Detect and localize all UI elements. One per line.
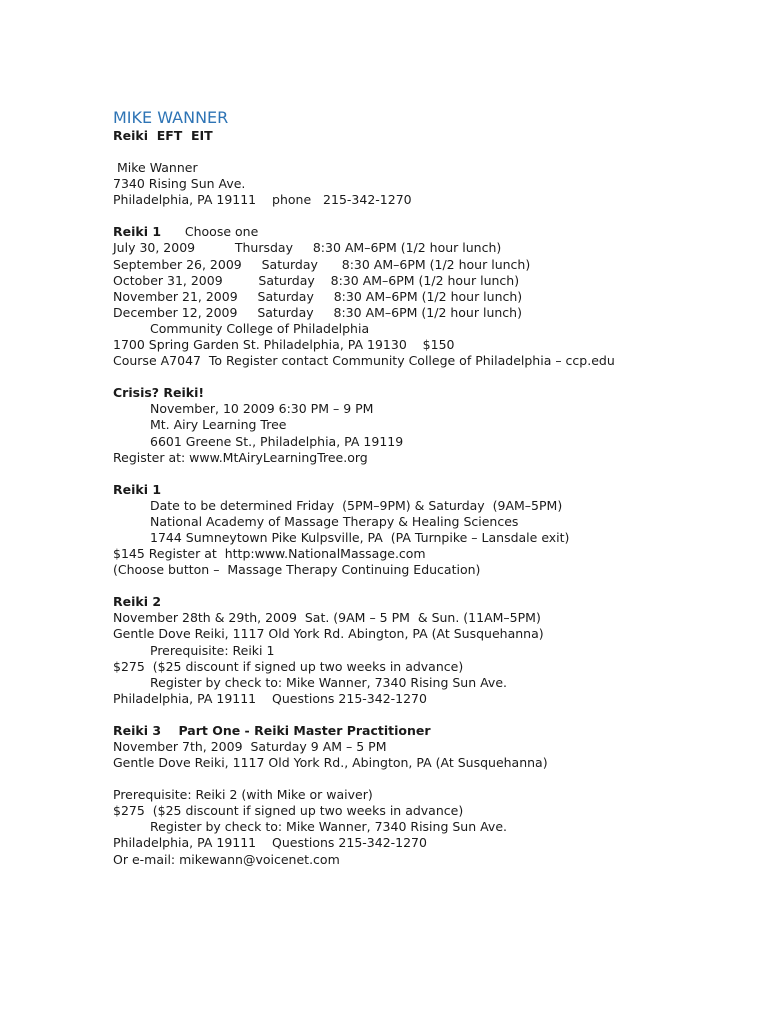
spacer [113,208,753,224]
section-heading: Crisis? Reiki! [113,385,205,401]
prerequisite: Prerequisite: Reiki 1 [150,642,275,658]
register-check-info: Register by check to: Mike Wanner, 7340 Rising Sun Ave. [150,674,507,690]
event-date: Date to be determined Friday (5PM–9PM) & Saturday (9AM–5PM) [150,497,563,513]
author-name: MIKE WANNER [113,108,229,127]
contact-street: 7340 Rising Sun Ave. [113,176,246,192]
spacer [113,369,753,385]
register-info: Register at: www.MtAiryLearningTree.org [113,449,368,465]
register-check-info: Register by check to: Mike Wanner, 7340 Rising Sun Ave. [150,819,507,835]
section-heading: Reiki 1 [113,481,162,497]
spacer [113,144,753,160]
class-date: September 26, 2009 Saturday 8:30 AM–6PM (1/2 hour lunch) [113,256,531,272]
venue-address: 1744 Sumneytown Pike Kulpsville, PA (PA Turnpike – Lansdale exit) [150,529,570,545]
price-info: $275 ($25 discount if signed up two weeks in advance) [113,803,464,819]
reiki1-ccp-heading-line [113,224,753,240]
class-date: October 31, 2009 Saturday 8:30 AM–6PM (1/2 hour lunch) [113,272,520,288]
choose-one-text: Choose one [161,224,259,240]
spacer [113,771,753,787]
spacer [113,578,753,594]
document-body [113,108,753,868]
section-heading: Reiki 1 [113,224,162,240]
course-info: Course A7047 To Register contact Community College of Philadelphia – ccp.edu [113,353,615,369]
section-heading: Reiki 3 Part One - Reiki Master Practitioner [113,722,431,738]
questions-phone: Philadelphia, PA 19111 Questions 215-342-1270 [113,835,427,851]
event-date: November, 10 2009 6:30 PM – 9 PM [150,401,374,417]
contact-name: Mike Wanner [113,160,198,176]
venue-address: 6601 Greene St., Philadelphia, PA 19119 [150,433,404,449]
section-heading: Reiki 2 [113,594,162,610]
venue: National Academy of Massage Therapy & Healing Sciences [150,513,519,529]
class-date: November 21, 2009 Saturday 8:30 AM–6PM (1/2 hour lunch) [113,288,523,304]
register-note: (Choose button – Massage Therapy Continuing Education) [113,562,481,578]
venue: Gentle Dove Reiki, 1117 Old York Rd., Abington, PA (At Susquehanna) [113,755,548,771]
spacer [113,466,753,482]
event-date: November 7th, 2009 Saturday 9 AM – 5 PM [113,739,387,754]
email-contact: Or e-mail: mikewann@voicenet.com [113,851,340,867]
contact-city-phone: Philadelphia, PA 19111 phone 215-342-1270 [113,192,412,208]
venue: Mt. Airy Learning Tree [150,417,287,433]
class-date: December 12, 2009 Saturday 8:30 AM–6PM (1/2 hour lunch) [113,304,522,320]
register-info: $145 Register at http:www.NationalMassage.com [113,546,426,562]
questions-phone: Philadelphia, PA 19111 Questions 215-342-1270 [113,690,427,706]
venue: Community College of Philadelphia [150,320,370,336]
prerequisite: Prerequisite: Reiki 2 (with Mike or waiver) [113,787,373,803]
price-info: $275 ($25 discount if signed up two weeks in advance) [113,658,464,674]
venue-address: 1700 Spring Garden St. Philadelphia, PA 19130 $150 [113,337,455,353]
spacer [113,707,753,723]
class-date: July 30, 2009 Thursday 8:30 AM–6PM (1/2 hour lunch) [113,240,502,256]
services-subtitle: Reiki EFT EIT [113,128,213,143]
venue: Gentle Dove Reiki, 1117 Old York Rd. Abington, PA (At Susquehanna) [113,626,544,642]
event-date: November 28th & 29th, 2009 Sat. (9AM – 5 PM & Sun. (11AM–5PM) [113,610,541,626]
